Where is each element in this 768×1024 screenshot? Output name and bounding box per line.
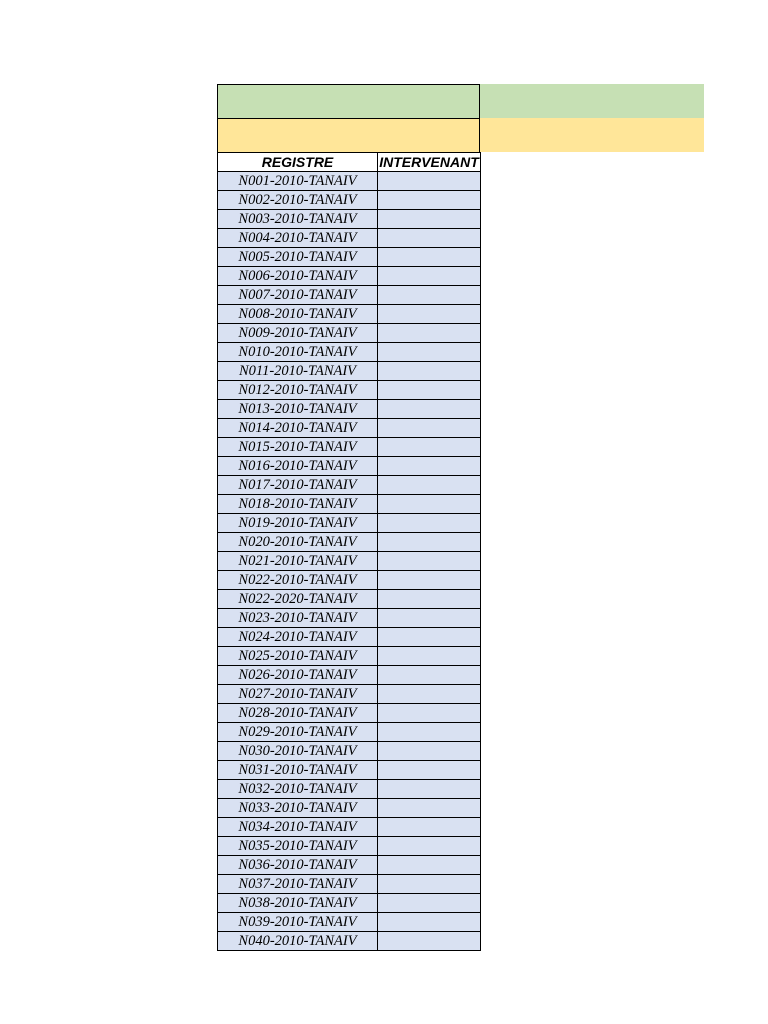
table-row <box>218 799 481 818</box>
registre-cell[interactable]: N029-2010-TANAIV <box>218 723 378 742</box>
registre-cell[interactable]: N027-2010-TANAIV <box>218 685 378 704</box>
table-row <box>218 305 481 324</box>
registre-cell[interactable]: N030-2010-TANAIV <box>218 742 378 761</box>
table-row <box>218 552 481 571</box>
table-row <box>218 609 481 628</box>
registre-cell[interactable]: N004-2010-TANAIV <box>218 229 378 248</box>
intervenant-cell[interactable] <box>378 723 481 742</box>
registre-cell[interactable]: N009-2010-TANAIV <box>218 324 378 343</box>
registre-cell[interactable]: N002-2010-TANAIV <box>218 191 378 210</box>
table-row <box>218 191 481 210</box>
intervenant-cell[interactable] <box>378 305 481 324</box>
table-row <box>218 400 481 419</box>
intervenant-cell[interactable] <box>378 191 481 210</box>
table-row <box>218 533 481 552</box>
table-row <box>218 590 481 609</box>
table-row <box>218 248 481 267</box>
registre-cell[interactable]: N022-2020-TANAIV <box>218 590 378 609</box>
registre-cell[interactable]: N024-2010-TANAIV <box>218 628 378 647</box>
intervenant-cell[interactable] <box>378 818 481 837</box>
table-row <box>218 704 481 723</box>
registre-cell[interactable]: N017-2010-TANAIV <box>218 476 378 495</box>
registre-cell[interactable]: N026-2010-TANAIV <box>218 666 378 685</box>
registre-cell[interactable]: N040-2010-TANAIV <box>218 932 378 951</box>
intervenant-cell[interactable] <box>378 913 481 932</box>
header-intervenant[interactable]: INTERVENANT <box>379 154 479 170</box>
intervenant-cell[interactable] <box>378 875 481 894</box>
title-band-border <box>217 84 480 118</box>
table-row <box>218 780 481 799</box>
table-header-row <box>218 153 481 172</box>
table-row <box>218 514 481 533</box>
intervenant-cell[interactable] <box>378 856 481 875</box>
intervenant-cell[interactable] <box>378 837 481 856</box>
intervenant-cell[interactable] <box>378 761 481 780</box>
registre-cell[interactable]: N032-2010-TANAIV <box>218 780 378 799</box>
intervenant-cell[interactable] <box>378 799 481 818</box>
intervenant-cell[interactable] <box>378 609 481 628</box>
intervenant-cell[interactable] <box>378 267 481 286</box>
table-row <box>218 343 481 362</box>
table-row <box>218 647 481 666</box>
registre-cell[interactable]: N016-2010-TANAIV <box>218 457 378 476</box>
registre-cell[interactable]: N023-2010-TANAIV <box>218 609 378 628</box>
registre-cell[interactable]: N039-2010-TANAIV <box>218 913 378 932</box>
intervenant-cell[interactable] <box>378 438 481 457</box>
registre-cell[interactable]: N035-2010-TANAIV <box>218 837 378 856</box>
registre-cell[interactable]: N010-2010-TANAIV <box>218 343 378 362</box>
registre-cell[interactable]: N003-2010-TANAIV <box>218 210 378 229</box>
registre-cell[interactable]: N020-2010-TANAIV <box>218 533 378 552</box>
table-row <box>218 476 481 495</box>
table-row <box>218 419 481 438</box>
title-band-green <box>217 84 704 118</box>
table-row <box>218 286 481 305</box>
intervenant-cell[interactable] <box>378 457 481 476</box>
registre-cell[interactable]: N001-2010-TANAIV <box>218 172 378 191</box>
table-row <box>218 894 481 913</box>
table-row <box>218 495 481 514</box>
intervenant-cell[interactable] <box>378 742 481 761</box>
registre-cell[interactable]: N019-2010-TANAIV <box>218 514 378 533</box>
intervenant-cell[interactable] <box>378 514 481 533</box>
registre-cell[interactable]: N028-2010-TANAIV <box>218 704 378 723</box>
table-row <box>218 210 481 229</box>
spreadsheet-area <box>217 84 704 951</box>
intervenant-cell[interactable] <box>378 552 481 571</box>
table-row <box>218 172 481 191</box>
intervenant-cell[interactable] <box>378 172 481 191</box>
table-row <box>218 837 481 856</box>
subtitle-band-border <box>217 118 480 152</box>
intervenant-cell[interactable] <box>378 419 481 438</box>
intervenant-cell[interactable] <box>378 381 481 400</box>
registre-cell[interactable]: N022-2010-TANAIV <box>218 571 378 590</box>
table-row <box>218 229 481 248</box>
registre-cell[interactable]: N034-2010-TANAIV <box>218 818 378 837</box>
table-row <box>218 932 481 951</box>
registre-cell[interactable]: N007-2010-TANAIV <box>218 286 378 305</box>
intervenant-cell[interactable] <box>378 628 481 647</box>
table-row <box>218 913 481 932</box>
registre-cell[interactable]: N021-2010-TANAIV <box>218 552 378 571</box>
table-row <box>218 267 481 286</box>
table-row <box>218 723 481 742</box>
register-table <box>217 152 481 951</box>
intervenant-cell[interactable] <box>378 533 481 552</box>
registre-cell[interactable]: N018-2010-TANAIV <box>218 495 378 514</box>
table-row <box>218 761 481 780</box>
intervenant-cell[interactable] <box>378 647 481 666</box>
intervenant-cell[interactable] <box>378 666 481 685</box>
intervenant-cell[interactable] <box>378 685 481 704</box>
registre-cell[interactable]: N014-2010-TANAIV <box>218 419 378 438</box>
table-row <box>218 856 481 875</box>
intervenant-cell[interactable] <box>378 362 481 381</box>
table-row <box>218 742 481 761</box>
registre-cell[interactable]: N031-2010-TANAIV <box>218 761 378 780</box>
registre-cell[interactable]: N011-2010-TANAIV <box>218 362 378 381</box>
header-registre[interactable]: REGISTRE <box>218 153 378 172</box>
registre-cell[interactable]: N005-2010-TANAIV <box>218 248 378 267</box>
intervenant-cell[interactable] <box>378 210 481 229</box>
table-row <box>218 438 481 457</box>
table-row <box>218 457 481 476</box>
intervenant-cell[interactable] <box>378 324 481 343</box>
table-row <box>218 666 481 685</box>
table-row <box>218 818 481 837</box>
registre-cell[interactable]: N033-2010-TANAIV <box>218 799 378 818</box>
registre-cell[interactable]: N006-2010-TANAIV <box>218 267 378 286</box>
intervenant-cell[interactable] <box>378 400 481 419</box>
intervenant-cell[interactable] <box>378 476 481 495</box>
subtitle-band-yellow <box>217 118 704 152</box>
table-row <box>218 362 481 381</box>
registre-cell[interactable]: N012-2010-TANAIV <box>218 381 378 400</box>
intervenant-cell[interactable] <box>378 495 481 514</box>
registre-cell[interactable]: N036-2010-TANAIV <box>218 856 378 875</box>
table-row <box>218 571 481 590</box>
registre-cell[interactable]: N025-2010-TANAIV <box>218 647 378 666</box>
intervenant-cell[interactable] <box>378 780 481 799</box>
table-row <box>218 381 481 400</box>
intervenant-cell[interactable] <box>378 286 481 305</box>
table-row <box>218 685 481 704</box>
registre-cell[interactable]: N037-2010-TANAIV <box>218 875 378 894</box>
intervenant-cell[interactable] <box>378 704 481 723</box>
table-row <box>218 628 481 647</box>
intervenant-cell[interactable] <box>378 894 481 913</box>
register-table-body <box>218 172 481 951</box>
registre-cell[interactable]: N013-2010-TANAIV <box>218 400 378 419</box>
registre-cell[interactable]: N015-2010-TANAIV <box>218 438 378 457</box>
intervenant-cell[interactable] <box>378 571 481 590</box>
intervenant-cell[interactable] <box>378 932 481 951</box>
intervenant-cell[interactable] <box>378 343 481 362</box>
intervenant-cell[interactable] <box>378 248 481 267</box>
intervenant-cell[interactable] <box>378 590 481 609</box>
table-row <box>218 324 481 343</box>
registre-cell[interactable]: N008-2010-TANAIV <box>218 305 378 324</box>
registre-cell[interactable]: N038-2010-TANAIV <box>218 894 378 913</box>
table-row <box>218 875 481 894</box>
intervenant-cell[interactable] <box>378 229 481 248</box>
